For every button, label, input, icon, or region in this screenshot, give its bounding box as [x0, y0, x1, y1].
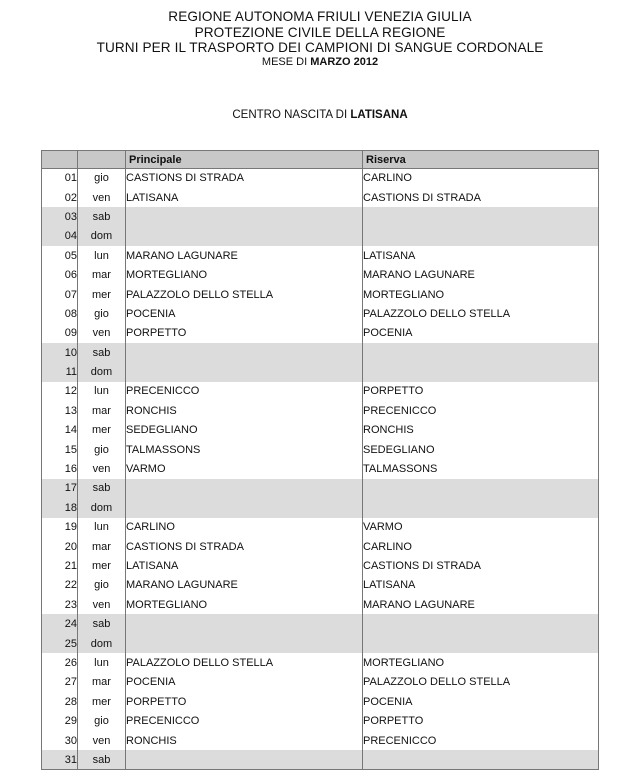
row-principale	[126, 498, 363, 517]
row-day-number: 02	[42, 188, 78, 207]
row-day-number: 14	[42, 421, 78, 440]
row-riserva	[363, 614, 599, 633]
row-day-number: 04	[42, 227, 78, 246]
row-principale: CASTIONS DI STRADA	[126, 169, 363, 188]
row-weekday: ven	[78, 188, 126, 207]
row-day-number: 09	[42, 324, 78, 343]
row-weekday: mar	[78, 673, 126, 692]
row-day-number: 31	[42, 750, 78, 769]
centro-value: LATISANA	[350, 109, 408, 121]
row-weekday: ven	[78, 731, 126, 750]
header-title: TURNI PER IL TRASPORTO DEI CAMPIONI DI SANGUE CORDONALE	[96, 40, 544, 55]
table-row	[42, 362, 599, 381]
row-riserva: CASTIONS DI STRADA	[363, 556, 599, 575]
row-day-number: 23	[42, 595, 78, 614]
row-principale: POCENIA	[126, 673, 363, 692]
table-row	[42, 265, 599, 284]
row-principale: RONCHIS	[126, 731, 363, 750]
row-day-number: 13	[42, 401, 78, 420]
table-row	[42, 421, 599, 440]
row-weekday: gio	[78, 576, 126, 595]
row-riserva: VARMO	[363, 518, 599, 537]
row-riserva: POCENIA	[363, 324, 599, 343]
row-day-number: 20	[42, 537, 78, 556]
row-weekday: mer	[78, 421, 126, 440]
row-weekday: ven	[78, 324, 126, 343]
row-principale	[126, 479, 363, 498]
table-row	[42, 188, 599, 207]
row-weekday: dom	[78, 227, 126, 246]
table-row	[42, 343, 599, 362]
row-principale: VARMO	[126, 459, 363, 478]
row-riserva: POCENIA	[363, 692, 599, 711]
row-day-number: 07	[42, 285, 78, 304]
table-row	[42, 614, 599, 633]
document-header	[0, 9, 640, 69]
row-day-number: 18	[42, 498, 78, 517]
row-riserva: TALMASSONS	[363, 459, 599, 478]
row-day-number: 03	[42, 207, 78, 226]
row-principale: LATISANA	[126, 556, 363, 575]
row-principale: PALAZZOLO DELLO STELLA	[126, 285, 363, 304]
row-weekday: lun	[78, 246, 126, 265]
table-row	[42, 673, 599, 692]
table-row	[42, 440, 599, 459]
row-riserva	[363, 479, 599, 498]
table-row	[42, 382, 599, 401]
row-riserva	[363, 343, 599, 362]
row-principale: PORPETTO	[126, 324, 363, 343]
row-principale: RONCHIS	[126, 401, 363, 420]
row-riserva	[363, 498, 599, 517]
row-weekday: sab	[78, 479, 126, 498]
row-principale	[126, 343, 363, 362]
row-weekday: dom	[78, 362, 126, 381]
row-day-number: 05	[42, 246, 78, 265]
table-header-row	[42, 151, 599, 169]
table-row	[42, 711, 599, 730]
row-day-number: 12	[42, 382, 78, 401]
row-principale: PRECENICCO	[126, 382, 363, 401]
centro-prefix: CENTRO NASCITA DI	[232, 109, 348, 121]
row-principale: PORPETTO	[126, 692, 363, 711]
row-principale: CARLINO	[126, 518, 363, 537]
row-riserva: CASTIONS DI STRADA	[363, 188, 599, 207]
row-riserva: PALAZZOLO DELLO STELLA	[363, 673, 599, 692]
row-principale: MORTEGLIANO	[126, 595, 363, 614]
row-riserva: MARANO LAGUNARE	[363, 265, 599, 284]
row-day-number: 17	[42, 479, 78, 498]
row-weekday: lun	[78, 653, 126, 672]
row-weekday: sab	[78, 207, 126, 226]
row-weekday: mar	[78, 401, 126, 420]
table-row	[42, 246, 599, 265]
table-row	[42, 692, 599, 711]
row-day-number: 06	[42, 265, 78, 284]
table-row	[42, 518, 599, 537]
header-month	[0, 56, 640, 69]
table-row	[42, 207, 599, 226]
row-weekday: ven	[78, 459, 126, 478]
row-principale: CASTIONS DI STRADA	[126, 537, 363, 556]
centro-nascita	[0, 109, 640, 121]
row-principale: PRECENICCO	[126, 711, 363, 730]
row-day-number: 19	[42, 518, 78, 537]
row-riserva	[363, 634, 599, 653]
row-weekday: sab	[78, 614, 126, 633]
row-weekday: mer	[78, 556, 126, 575]
row-principale: MORTEGLIANO	[126, 265, 363, 284]
table-row	[42, 731, 599, 750]
table-row	[42, 653, 599, 672]
table-row	[42, 537, 599, 556]
table-row	[42, 285, 599, 304]
row-principale: PALAZZOLO DELLO STELLA	[126, 653, 363, 672]
header-civil-protection: PROTEZIONE CIVILE DELLA REGIONE	[194, 24, 446, 40]
row-riserva: PORPETTO	[363, 382, 599, 401]
row-day-number: 21	[42, 556, 78, 575]
col-header-riserva: Riserva	[363, 151, 599, 169]
row-day-number: 30	[42, 731, 78, 750]
row-day-number: 27	[42, 673, 78, 692]
row-weekday: lun	[78, 518, 126, 537]
row-day-number: 11	[42, 362, 78, 381]
row-principale: TALMASSONS	[126, 440, 363, 459]
row-riserva	[363, 227, 599, 246]
row-day-number: 29	[42, 711, 78, 730]
col-header-principale: Principale	[126, 151, 363, 169]
row-weekday: dom	[78, 634, 126, 653]
row-day-number: 15	[42, 440, 78, 459]
row-weekday: mer	[78, 692, 126, 711]
table-row	[42, 479, 599, 498]
row-riserva: MORTEGLIANO	[363, 653, 599, 672]
row-day-number: 26	[42, 653, 78, 672]
row-riserva: CARLINO	[363, 537, 599, 556]
row-riserva: LATISANA	[363, 246, 599, 265]
row-riserva: PRECENICCO	[363, 731, 599, 750]
table-row	[42, 459, 599, 478]
row-riserva: CARLINO	[363, 169, 599, 188]
shift-table	[41, 150, 599, 770]
table-row	[42, 169, 599, 188]
row-principale: SEDEGLIANO	[126, 421, 363, 440]
table-row	[42, 576, 599, 595]
row-principale	[126, 362, 363, 381]
table-row	[42, 750, 599, 769]
row-day-number: 10	[42, 343, 78, 362]
table-row	[42, 401, 599, 420]
table-row	[42, 227, 599, 246]
row-weekday: mar	[78, 537, 126, 556]
row-principale: LATISANA	[126, 188, 363, 207]
row-riserva: PRECENICCO	[363, 401, 599, 420]
row-riserva: SEDEGLIANO	[363, 440, 599, 459]
row-principale: MARANO LAGUNARE	[126, 246, 363, 265]
row-day-number: 08	[42, 304, 78, 323]
row-weekday: gio	[78, 169, 126, 188]
col-header-num	[42, 151, 78, 169]
table-row	[42, 556, 599, 575]
row-riserva: MARANO LAGUNARE	[363, 595, 599, 614]
row-day-number: 25	[42, 634, 78, 653]
row-riserva: MORTEGLIANO	[363, 285, 599, 304]
row-day-number: 16	[42, 459, 78, 478]
row-riserva: LATISANA	[363, 576, 599, 595]
row-riserva: PORPETTO	[363, 711, 599, 730]
row-riserva	[363, 207, 599, 226]
row-principale	[126, 634, 363, 653]
table-row	[42, 498, 599, 517]
row-riserva: PALAZZOLO DELLO STELLA	[363, 304, 599, 323]
row-weekday: gio	[78, 304, 126, 323]
row-riserva	[363, 362, 599, 381]
row-weekday: mar	[78, 265, 126, 284]
row-principale	[126, 207, 363, 226]
row-principale: MARANO LAGUNARE	[126, 576, 363, 595]
row-day-number: 22	[42, 576, 78, 595]
row-principale	[126, 614, 363, 633]
col-header-day	[78, 151, 126, 169]
row-principale	[126, 227, 363, 246]
month-prefix: MESE DI	[261, 55, 308, 68]
month-value: MARZO 2012	[310, 55, 379, 68]
row-weekday: gio	[78, 440, 126, 459]
table-row	[42, 324, 599, 343]
table-row	[42, 595, 599, 614]
row-principale	[126, 750, 363, 769]
row-weekday: sab	[78, 750, 126, 769]
header-region: REGIONE AUTONOMA FRIULI VENEZIA GIULIA	[168, 9, 472, 24]
row-riserva	[363, 750, 599, 769]
row-weekday: lun	[78, 382, 126, 401]
row-weekday: dom	[78, 498, 126, 517]
row-weekday: gio	[78, 711, 126, 730]
table-row	[42, 634, 599, 653]
table-row	[42, 304, 599, 323]
row-day-number: 28	[42, 692, 78, 711]
row-principale: POCENIA	[126, 304, 363, 323]
row-day-number: 24	[42, 614, 78, 633]
row-weekday: mer	[78, 285, 126, 304]
row-weekday: ven	[78, 595, 126, 614]
row-day-number: 01	[42, 169, 78, 188]
row-riserva: RONCHIS	[363, 421, 599, 440]
row-weekday: sab	[78, 343, 126, 362]
